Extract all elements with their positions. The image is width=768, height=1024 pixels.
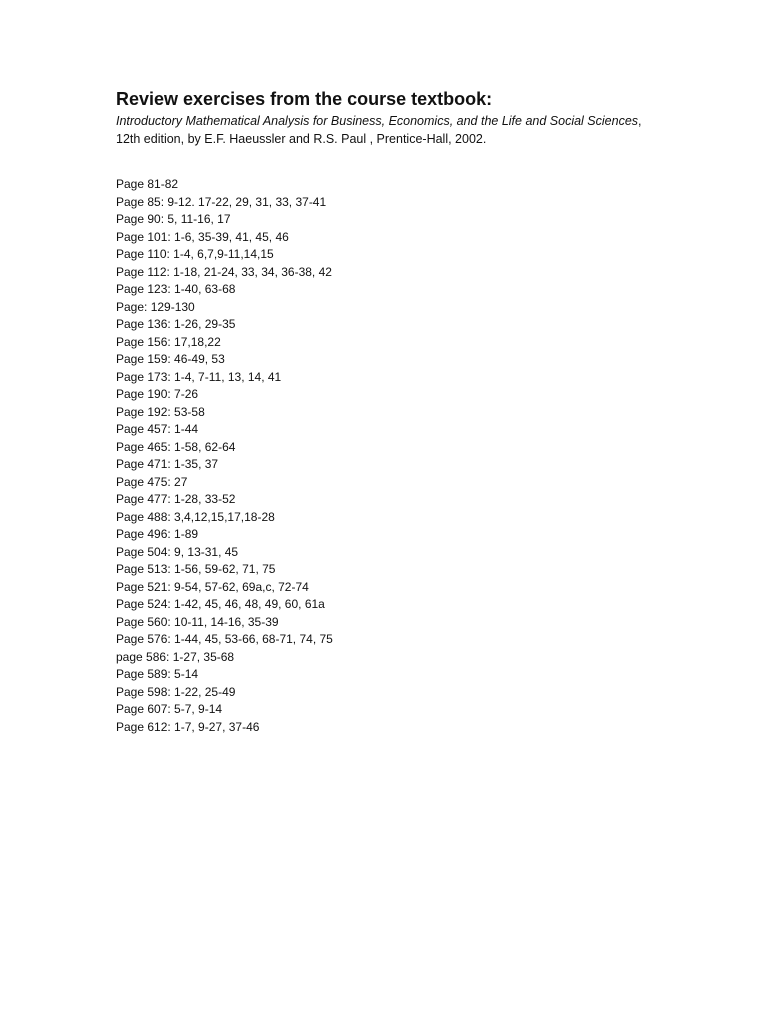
exercise-item: Page 465: 1-58, 62-64 (116, 439, 236, 454)
exercise-item: Page 488: 3,4,12,15,17,18-28 (116, 509, 275, 524)
textbook-citation (116, 112, 716, 148)
exercise-item: Page 136: 1-26, 29-35 (116, 317, 236, 331)
document-content (116, 88, 716, 736)
exercise-item: Page 101: 1-6, 35-39, 41, 45, 46 (116, 229, 289, 244)
exercise-list (116, 176, 716, 736)
exercise-item: Page 85: 9-12. 17-22, 29, 31, 33, 37-41 (116, 194, 327, 209)
exercise-item: Page 504: 9, 13-31, 45 (116, 544, 239, 559)
citation-title-line (116, 112, 716, 130)
exercise-item: Page 598: 1-22, 25-49 (116, 684, 236, 699)
exercise-item: Page 90: 5, 11-16, 17 (116, 212, 231, 226)
exercise-item: Page 112: 1-18, 21-24, 33, 34, 36-38, 42 (116, 264, 332, 279)
exercise-item: Page 560: 10-11, 14-16, 35-39 (116, 614, 279, 629)
exercise-item: Page 607: 5-7, 9-14 (116, 702, 223, 716)
exercise-item: Page 612: 1-7, 9-27, 37-46 (116, 719, 260, 734)
exercise-item: Page 475: 27 (116, 474, 188, 489)
textbook-title-suffix: , (638, 114, 642, 128)
exercise-item: Page 110: 1-4, 6,7,9-11,14,15 (116, 247, 274, 261)
exercise-item: Page 123: 1-40, 63-68 (116, 282, 236, 296)
exercise-item: Page 496: 1-89 (116, 527, 199, 541)
exercise-item: Page 159: 46-49, 53 (116, 352, 225, 366)
exercise-item: Page 190: 7-26 (116, 387, 199, 401)
exercise-item: Page 589: 5-14 (116, 667, 199, 681)
exercise-item: Page 576: 1-44, 45, 53-66, 68-71, 74, 75 (116, 632, 333, 646)
exercise-item: Page 477: 1-28, 33-52 (116, 492, 236, 506)
exercise-item: Page 513: 1-56, 59-62, 71, 75 (116, 562, 276, 576)
exercise-item: Page 471: 1-35, 37 (116, 457, 219, 471)
textbook-details: 12th edition, by E.F. Haeussler and R.S. Paul , Prentice-Hall, 2002. (116, 132, 487, 146)
exercise-item: Page 192: 53-58 (116, 404, 205, 419)
exercise-item: Page 521: 9-54, 57-62, 69a,c, 72-74 (116, 579, 309, 594)
textbook-title: Introductory Mathematical Analysis for Business, Economics, and the Life and Social Sciences (116, 114, 639, 128)
exercise-item: Page 81-82 (116, 177, 179, 191)
exercise-item: Page 156: 17,18,22 (116, 334, 221, 349)
document-heading: Review exercises from the course textbook: (116, 89, 493, 109)
exercise-item: Page 524: 1-42, 45, 46, 48, 49, 60, 61a (116, 597, 325, 611)
exercise-item: Page 457: 1-44 (116, 422, 199, 436)
exercise-item: page 586: 1-27, 35-68 (116, 649, 235, 664)
exercise-item: Page: 129-130 (116, 299, 195, 314)
exercise-item: Page 173: 1-4, 7-11, 13, 14, 41 (116, 369, 282, 384)
